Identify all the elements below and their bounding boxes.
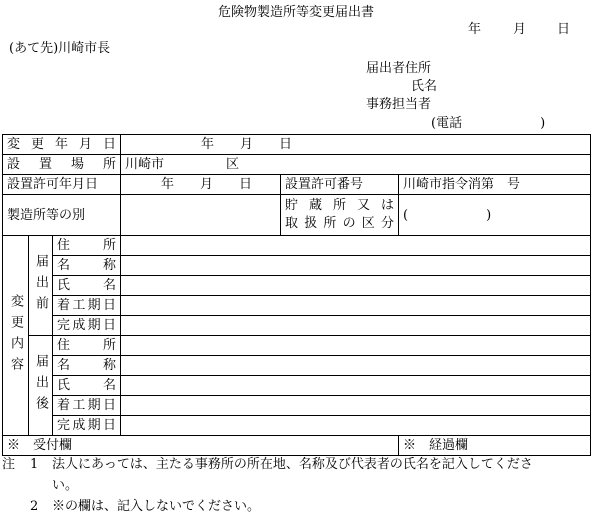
note-1-number: 1 bbox=[30, 457, 39, 472]
location-ward: 区 bbox=[226, 157, 240, 172]
permit-date-field[interactable]: 年 月 日 bbox=[121, 175, 281, 195]
after-label: 届出後 bbox=[29, 336, 53, 436]
date-day-label: 日 bbox=[557, 22, 571, 37]
phone-label: (電話 ) bbox=[431, 116, 546, 131]
change-content-label: 変更内容 bbox=[3, 236, 29, 436]
before-start-date-field[interactable] bbox=[121, 296, 591, 316]
permit-number-label: 設置許可番号 bbox=[281, 175, 399, 195]
before-label: 届出前 bbox=[29, 236, 53, 336]
progress-field[interactable]: ※ 経過欄 bbox=[399, 436, 591, 456]
note-1-text: 法人にあっては、主たる事務所の所在地、名称及び代表者の氏名を記入してくださ bbox=[52, 457, 533, 472]
clerk-label: 事務担当者 bbox=[366, 97, 432, 112]
facility-type-field[interactable] bbox=[121, 195, 281, 236]
applicant-name-label: 氏名 bbox=[411, 79, 438, 94]
change-date-field[interactable]: 年 月 日 bbox=[121, 135, 591, 155]
addressee: (あて先)川崎市長 bbox=[9, 41, 111, 56]
after-person-name-field[interactable] bbox=[121, 376, 591, 396]
after-person-name-label: 氏名 bbox=[53, 376, 121, 396]
change-date-label: 変更年月日 bbox=[3, 135, 121, 155]
before-name-label: 名称 bbox=[53, 256, 121, 276]
storage-category-field[interactable]: ( ) bbox=[399, 195, 591, 236]
permit-date-label: 設置許可年月日 bbox=[3, 175, 121, 195]
storage-category-label-line1: 貯蔵所又は bbox=[285, 198, 394, 213]
before-address-field[interactable] bbox=[121, 236, 591, 256]
before-completion-date-field[interactable] bbox=[121, 316, 591, 336]
applicant-address-label: 届出者住所 bbox=[366, 61, 432, 76]
before-address-label: 住所 bbox=[53, 236, 121, 256]
before-person-name-label: 氏名 bbox=[53, 276, 121, 296]
form-title: 危険物製造所等変更届出書 bbox=[217, 5, 374, 20]
after-start-date-field[interactable] bbox=[121, 396, 591, 416]
after-start-date-label: 着工期日 bbox=[53, 396, 121, 416]
permit-number-field[interactable]: 川崎市指令消第 号 bbox=[399, 175, 591, 195]
before-name-field[interactable] bbox=[121, 256, 591, 276]
storage-category-label bbox=[281, 195, 399, 236]
facility-type-label: 製造所等の別 bbox=[3, 195, 121, 236]
location-field[interactable] bbox=[121, 155, 591, 175]
reception-field[interactable]: ※ 受付欄 bbox=[3, 436, 399, 456]
after-name-field[interactable] bbox=[121, 356, 591, 376]
after-completion-date-label: 完成期日 bbox=[53, 416, 121, 436]
location-label: 設置場所 bbox=[3, 155, 121, 175]
date-month-label: 月 bbox=[513, 22, 527, 37]
note-label: 注 bbox=[2, 457, 16, 472]
after-name-label: 名称 bbox=[53, 356, 121, 376]
note-1-text-continued: い。 bbox=[52, 478, 79, 493]
location-city: 川崎市 bbox=[125, 157, 165, 172]
change-notification-table bbox=[2, 134, 591, 456]
date-year-label: 年 bbox=[468, 22, 482, 37]
before-start-date-label: 着工期日 bbox=[53, 296, 121, 316]
note-2-number: 2 bbox=[30, 499, 39, 514]
before-completion-date-label: 完成期日 bbox=[53, 316, 121, 336]
after-address-label: 住所 bbox=[53, 336, 121, 356]
before-person-name-field[interactable] bbox=[121, 276, 591, 296]
storage-category-label-line2: 取扱所の区分 bbox=[285, 216, 394, 231]
note-2-text: ※の欄は、記入しないでください。 bbox=[52, 499, 261, 514]
after-address-field[interactable] bbox=[121, 336, 591, 356]
after-completion-date-field[interactable] bbox=[121, 416, 591, 436]
